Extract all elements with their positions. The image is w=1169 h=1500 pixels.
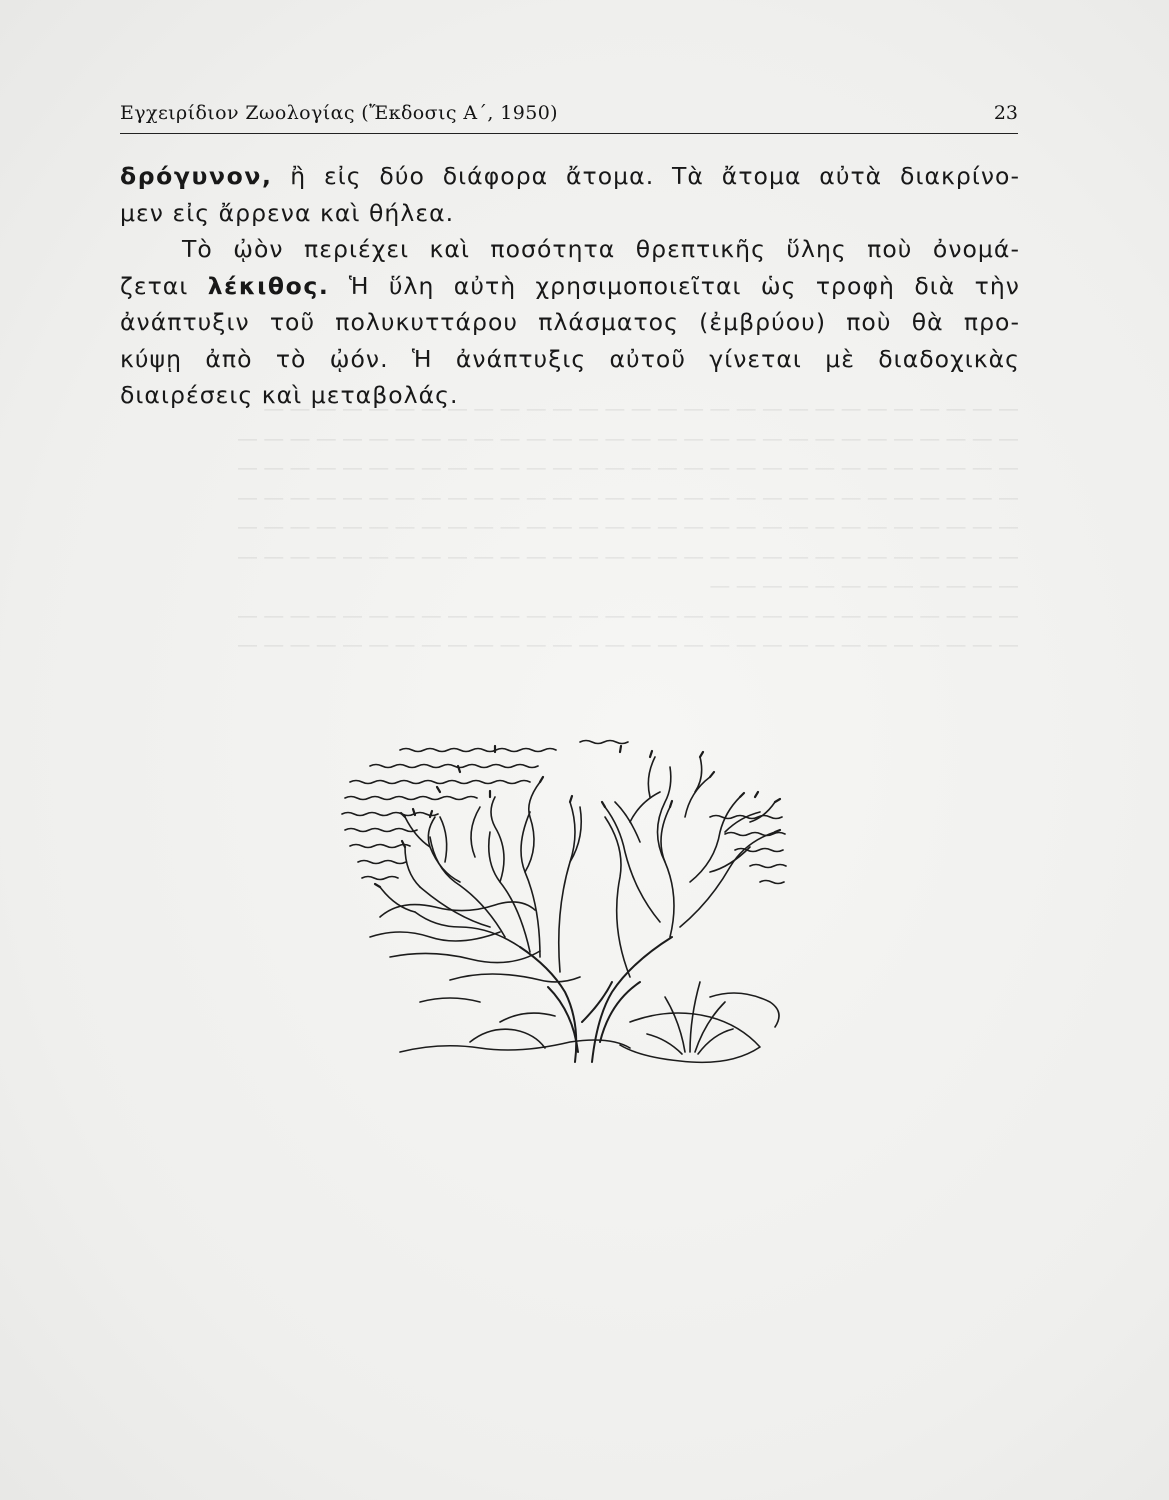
bold-term: δρόγυνον,: [120, 162, 273, 190]
seabed-rocks: [370, 902, 779, 1062]
text-line: μεν εἰς ἄρρενα καὶ θήλεα.: [120, 198, 455, 227]
coral-branches-left: [380, 782, 581, 972]
coral-illustration: [330, 722, 830, 1072]
text-span: ἢ εἰς δύο διάφορα ἄτομα. Τὰ ἄτομα αὐτὰ διακρίνο-: [272, 162, 1020, 190]
coral-branches-right: [605, 757, 775, 977]
text-line: Τὸ ᾠὸν περιέχει καὶ ποσότητα θρεπτικῆς ὕλης ποὺ ὀνομά-: [182, 235, 1020, 263]
text-line: διαιρέσεις καὶ μεταβολάς.: [120, 381, 459, 409]
sea-grass: [647, 982, 733, 1054]
text-span: ζεται: [120, 271, 208, 300]
text-line: [120, 268, 1020, 305]
text-line: κύψῃ ἀπὸ τὸ ᾠόν. Ἡ ἀνάπτυξις αὐτοῦ γίνεται μὲ διαδοχικὰς: [120, 344, 1020, 373]
bold-term: λέκιθος.: [207, 271, 330, 300]
running-title: Εγχειρίδιον Ζωολογίας (Ἔκδοσις Α΄, 1950): [120, 102, 558, 124]
reverse-side-bleed-through: ― ― ― ― ― ― ― ― ― ― ― ― ― ― ― ― ― ― ― ― ― ― ― ― ― ― ― ― ― ― ― ― ― ― ― ― ― ― ― ― ― ― ― ― ― ― ― ― ― ― ― ― ― ― ― ― ― ― ― ― ― ― ― ― ― ― ― ― ― ― ― ― ― ― ― ― ― ― ― ― ― ― ― ― ― ― ― ― ― ― ― ― ― ― ― ― ― ― ― ― ― ― ― ― ― ― ― ― ― ― ― ― ― ― ― ― ― ― ― ― ― ― ― ― ― ― ― ― ― ― ― ― ― ― ― ― ― ― ― ― ― ― ― ― ― ― ― ― ― ― ― ― ― ― ― ― ― ― ― ― ― ― ― ― ― ― ― ― ― ― ― ― ― ― ― ― ― ― ― ― ― ― ― ― ― ― ― ― ― ― ― ― ― ― ― ― ― ― ― ― ― ― ― ― ― ― ― ― ― ― ― ― ― ― ― ― ― ― ― ― ― ― ― ― ― ― ― ― ― ― ― ― ― ― ― ― ― ― ― ― ― ― ― ― ― ― ― ― ― ― ―: [237, 398, 1018, 656]
page-number: 23: [993, 102, 1018, 124]
header-rule: [120, 133, 1018, 134]
text-line: [120, 158, 1020, 195]
text-span: Ἡ ὕλη αὐτὴ χρησιμοποιεῖται ὡς τροφὴ διὰ τὴν: [329, 271, 1020, 300]
body-text: [120, 158, 1020, 414]
coral-trunk: [520, 937, 672, 1062]
water-lines: [342, 741, 786, 884]
running-head: [120, 98, 1020, 132]
text-line: ἀνάπτυξιν τοῦ πολυκυττάρου πλάσματος (ἐμβρύου) ποὺ θὰ προ-: [120, 308, 1020, 336]
coral-drawing: [330, 722, 830, 1072]
